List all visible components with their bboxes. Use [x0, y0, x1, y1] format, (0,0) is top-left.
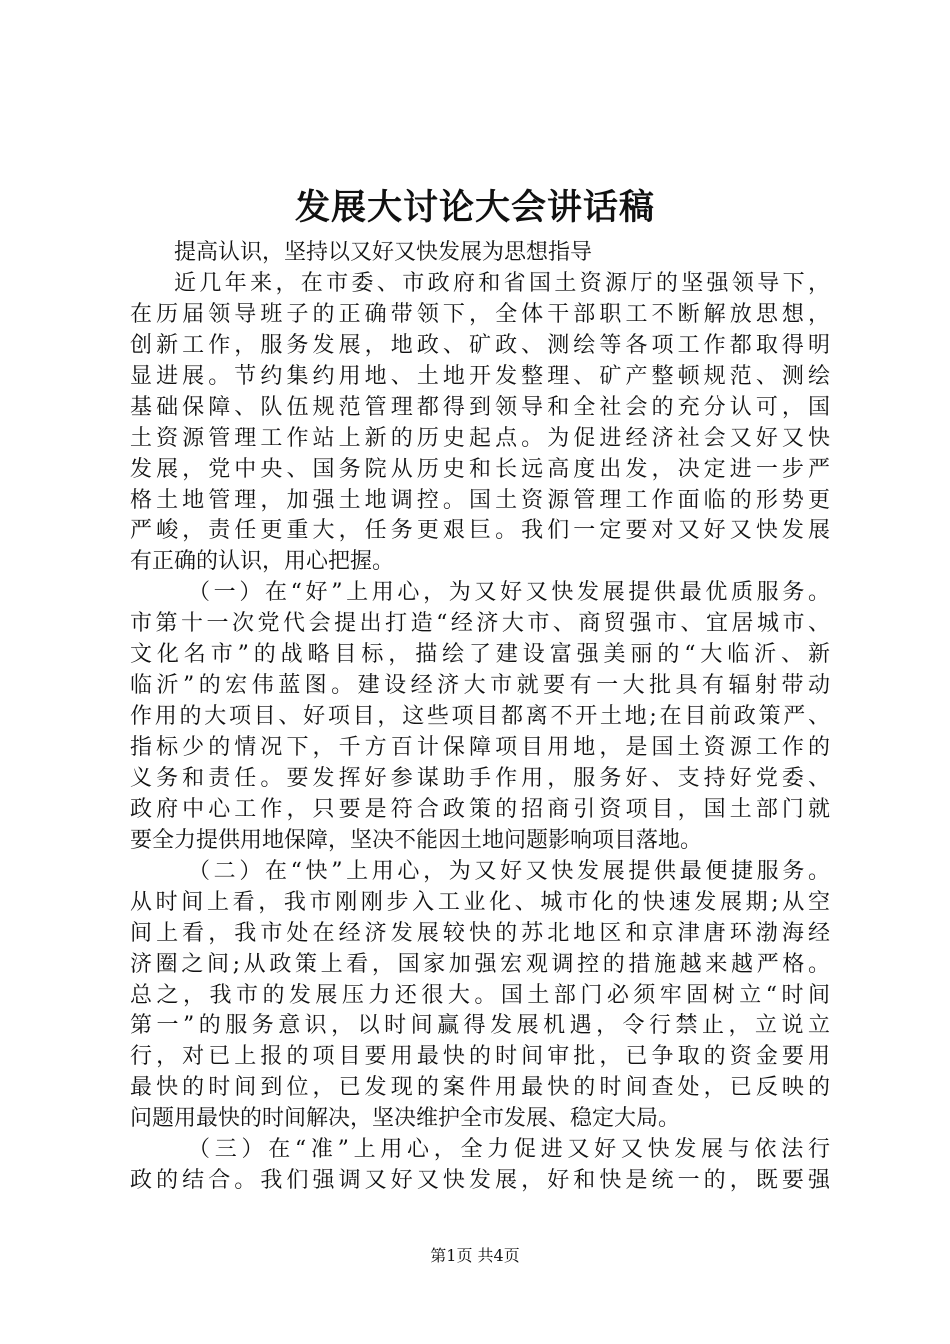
- body-line: （二）在“快”上用心，为又好又快发展提供最便捷服务。: [188, 858, 830, 884]
- body-line: 济圈之间;从政策上看，国家加强宏观调控的措施越来越严格。: [130, 951, 830, 977]
- body-line: 在历届领导班子的正确带领下，全体干部职工不断解放思想，: [130, 301, 830, 327]
- body-line: 行，对已上报的项目要用最快的时间审批，已争取的资金要用: [130, 1044, 830, 1070]
- body-line: 要全力提供用地保障，坚决不能因土地问题影响项目落地。: [130, 827, 703, 853]
- body-line: 文化名市”的战略目标，描绘了建设富强美丽的“大临沂、新: [130, 642, 830, 668]
- document-title: 发展大讨论大会讲话稿: [294, 187, 655, 228]
- body-line: 近几年来，在市委、市政府和省国土资源厅的坚强领导下，: [174, 270, 830, 296]
- body-line: 创新工作，服务发展，地政、矿政、测绘等各项工作都取得明: [130, 332, 830, 358]
- body-line: 间上看，我市处在经济发展较快的苏北地区和京津唐环渤海经: [130, 920, 830, 946]
- body-line: 义务和责任。要发挥好参谋助手作用，服务好、支持好党委、: [130, 765, 830, 791]
- page-footer: 第1页 共4页: [430, 1246, 520, 1265]
- body-line: 政的结合。我们强调又好又快发展，好和快是统一的，既要强: [130, 1168, 830, 1194]
- body-line: （一）在“好”上用心，为又好又快发展提供最优质服务。: [188, 580, 830, 606]
- body-line: 格土地管理，加强土地调控。国土资源管理工作面临的形势更: [130, 487, 830, 513]
- body-line: 市第十一次党代会提出打造“经济大市、商贸强市、宜居城市、: [130, 611, 830, 637]
- body-line: 从时间上看，我市刚刚步入工业化、城市化的快速发展期;从空: [130, 889, 830, 915]
- body-line: 第一”的服务意识，以时间赢得发展机遇，令行禁止，立说立: [130, 1013, 830, 1039]
- body-line: 总之，我市的发展压力还很大。国土部门必须牢固树立“时间: [130, 982, 830, 1008]
- body-line: 政府中心工作，只要是符合政策的招商引资项目，国土部门就: [130, 796, 830, 822]
- body-line: 显进展。节约集约用地、土地开发整理、矿产整顿规范、测绘: [130, 363, 830, 389]
- body-line: 临沂”的宏伟蓝图。建设经济大市就要有一大批具有辐射带动: [130, 673, 830, 699]
- body-line: 有正确的认识，用心把握。: [130, 549, 395, 575]
- document-body: [130, 238, 830, 1197]
- body-line: 问题用最快的时间解决，坚决维护全市发展、稳定大局。: [130, 1106, 681, 1132]
- body-line: 基础保障、队伍规范管理都得到领导和全社会的充分认可，国: [130, 394, 830, 420]
- body-line: 作用的大项目、好项目，这些项目都离不开土地;在目前政策严、: [130, 704, 830, 730]
- body-line: 提高认识，坚持以又好又快发展为思想指导: [174, 240, 593, 265]
- body-line: 土资源管理工作站上新的历史起点。为促进经济社会又好又快: [130, 425, 830, 451]
- body-line: 最快的时间到位，已发现的案件用最快的时间查处，已反映的: [130, 1075, 830, 1101]
- body-line: 严峻，责任更重大，任务更艰巨。我们一定要对又好又快发展: [130, 518, 830, 544]
- body-line: （三）在“准”上用心，全力促进又好又快发展与依法行: [188, 1137, 830, 1163]
- body-line: 指标少的情况下，千方百计保障项目用地，是国土资源工作的: [130, 735, 830, 760]
- body-line: 发展，党中央、国务院从历史和长远高度出发，决定进一步严: [130, 456, 830, 482]
